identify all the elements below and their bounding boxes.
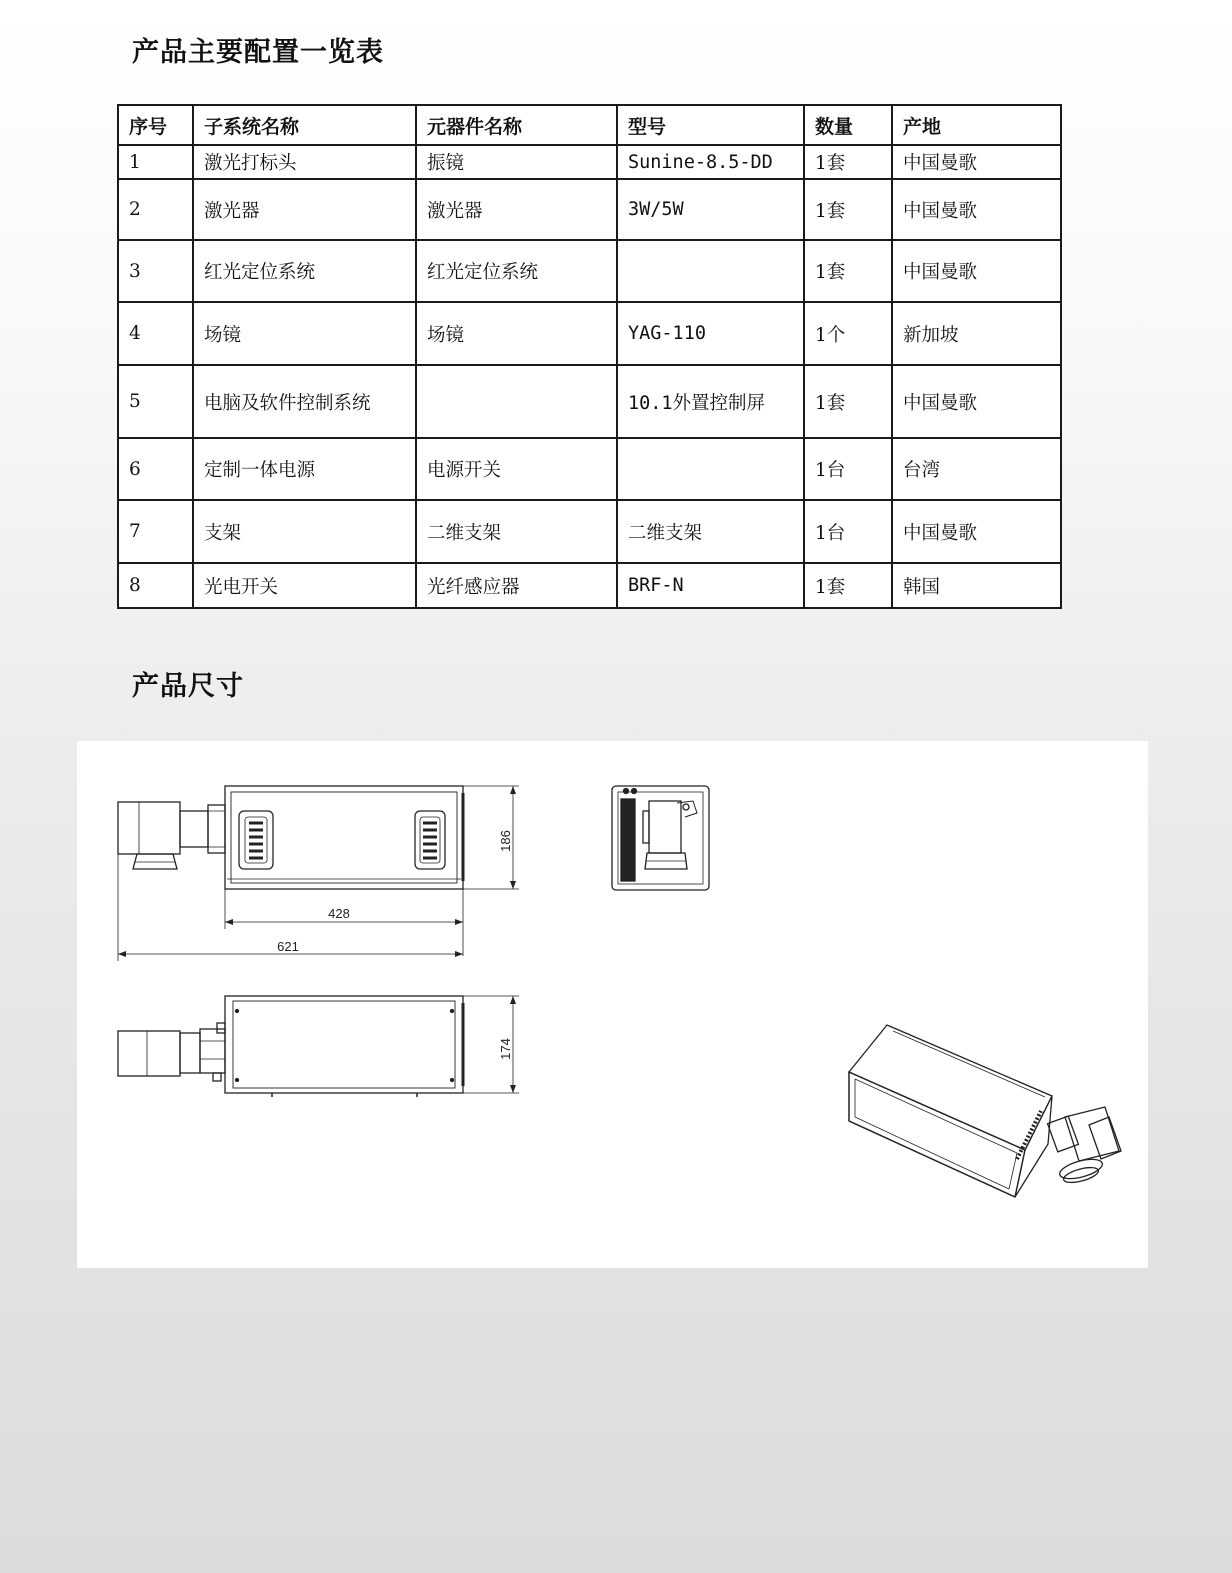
isometric-view — [849, 1025, 1121, 1197]
cell-subsystem: 激光打标头 — [193, 145, 416, 179]
header-quantity: 数量 — [804, 105, 892, 145]
cell-index: 8 — [118, 563, 193, 608]
cell-origin: 韩国 — [892, 563, 1061, 608]
front-view — [118, 786, 519, 961]
cell-component: 激光器 — [416, 179, 617, 240]
cell-index: 4 — [118, 302, 193, 365]
table-row — [118, 145, 1061, 179]
cell-model: YAG-110 — [617, 302, 804, 365]
cell-model: BRF-N — [617, 563, 804, 608]
cell-model: Sunine-8.5-DD — [617, 145, 804, 179]
table-row — [118, 563, 1061, 608]
cell-subsystem: 激光器 — [193, 179, 416, 240]
cell-quantity: 1套 — [804, 145, 892, 179]
side-body-outline — [225, 996, 463, 1093]
cell-quantity: 1台 — [804, 438, 892, 500]
dim-total-length: 621 — [277, 939, 299, 954]
cell-component: 电源开关 — [416, 438, 617, 500]
header-component: 元器件名称 — [416, 105, 617, 145]
cell-subsystem: 场镜 — [193, 302, 416, 365]
header-origin: 产地 — [892, 105, 1061, 145]
galvo-head — [118, 802, 225, 869]
table-row — [118, 500, 1061, 563]
cell-component — [416, 365, 617, 438]
cell-subsystem: 光电开关 — [193, 563, 416, 608]
cell-origin: 中国曼歌 — [892, 179, 1061, 240]
cell-origin: 中国曼歌 — [892, 145, 1061, 179]
config-table-title: 产品主要配置一览表 — [132, 37, 384, 68]
cell-model: 10.1外置控制屏 — [617, 365, 804, 438]
cell-model: 二维支架 — [617, 500, 804, 563]
cell-subsystem: 支架 — [193, 500, 416, 563]
cell-quantity: 1套 — [804, 179, 892, 240]
cell-index: 6 — [118, 438, 193, 500]
cell-origin: 中国曼歌 — [892, 240, 1061, 302]
cell-component: 二维支架 — [416, 500, 617, 563]
cell-index: 2 — [118, 179, 193, 240]
cell-index: 1 — [118, 145, 193, 179]
table-row — [118, 365, 1061, 438]
cell-component: 场镜 — [416, 302, 617, 365]
cell-quantity: 1套 — [804, 563, 892, 608]
cell-origin: 新加坡 — [892, 302, 1061, 365]
cell-quantity: 1个 — [804, 302, 892, 365]
cell-subsystem: 红光定位系统 — [193, 240, 416, 302]
cell-component: 振镜 — [416, 145, 617, 179]
cell-subsystem: 定制一体电源 — [193, 438, 416, 500]
config-table — [117, 104, 1062, 609]
cell-model — [617, 438, 804, 500]
header-model: 型号 — [617, 105, 804, 145]
table-row — [118, 438, 1061, 500]
cell-index: 5 — [118, 365, 193, 438]
dim-side-height: 174 — [498, 1038, 513, 1060]
dimensions-title: 产品尺寸 — [132, 671, 244, 702]
table-row — [118, 302, 1061, 365]
cell-origin: 中国曼歌 — [892, 365, 1061, 438]
vent-grille-right — [415, 811, 445, 869]
cell-model: 3W/5W — [617, 179, 804, 240]
table-row — [118, 240, 1061, 302]
end-view — [612, 786, 709, 890]
cell-index: 3 — [118, 240, 193, 302]
header-index: 序号 — [118, 105, 193, 145]
cell-model — [617, 240, 804, 302]
cell-quantity: 1套 — [804, 365, 892, 438]
cell-origin: 中国曼歌 — [892, 500, 1061, 563]
dim-body-length: 428 — [328, 906, 350, 921]
technical-drawing — [77, 741, 1148, 1268]
dim-front-height: 186 — [498, 830, 513, 852]
iso-top-face — [849, 1072, 1025, 1197]
header-subsystem: 子系统名称 — [193, 105, 416, 145]
table-header-row — [118, 105, 1061, 145]
table-row — [118, 179, 1061, 240]
dimension-drawing-panel — [77, 741, 1148, 1268]
cell-index: 7 — [118, 500, 193, 563]
cell-component: 红光定位系统 — [416, 240, 617, 302]
cell-subsystem: 电脑及软件控制系统 — [193, 365, 416, 438]
side-view — [118, 996, 519, 1097]
cell-component: 光纤感应器 — [416, 563, 617, 608]
cell-quantity: 1台 — [804, 500, 892, 563]
vent-grille-left — [239, 811, 273, 869]
cell-origin: 台湾 — [892, 438, 1061, 500]
cell-quantity: 1套 — [804, 240, 892, 302]
